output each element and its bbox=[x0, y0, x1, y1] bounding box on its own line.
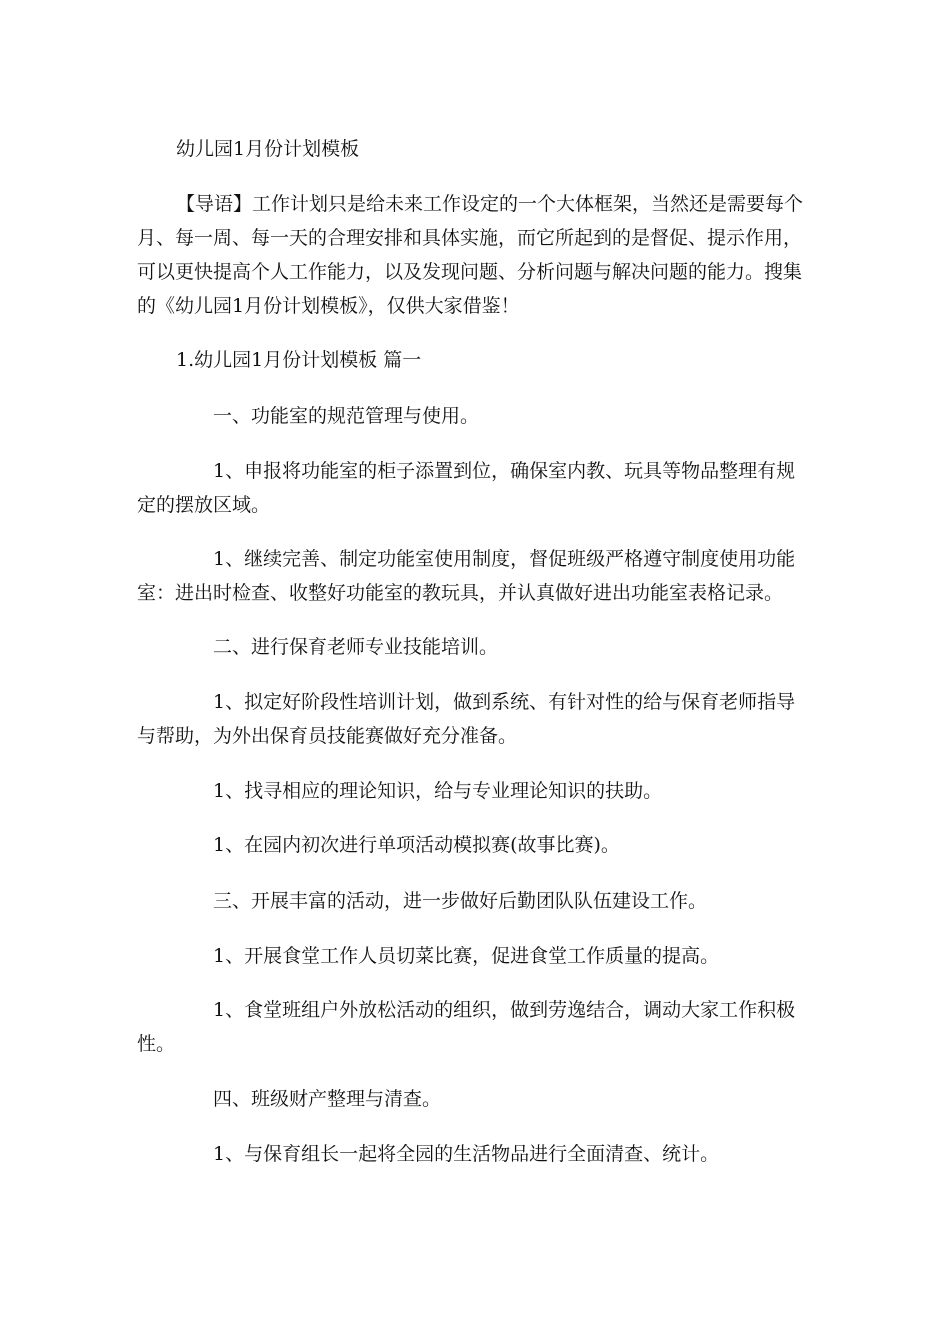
subheading: 一、功能室的规范管理与使用。 bbox=[213, 405, 480, 427]
paragraph-line: 性。 bbox=[137, 1033, 176, 1055]
paragraph-line: 1、继续完善、制定功能室使用制度，督促班级严格遵守制度使用功能 bbox=[213, 548, 796, 570]
list-item: 1、与保育组长一起将全园的生活物品进行全面清查、统计。 bbox=[213, 1143, 720, 1165]
subheading: 二、进行保育老师专业技能培训。 bbox=[213, 636, 499, 658]
list-item: 1、找寻相应的理论知识，给与专业理论知识的扶助。 bbox=[213, 780, 663, 802]
list-item: 1、在园内初次进行单项活动模拟赛(故事比赛)。 bbox=[213, 834, 620, 856]
intro-line: 【导语】工作计划只是给未来工作设定的一个大体框架，当然还是需要每个 bbox=[176, 193, 804, 215]
intro-line: 月、每一周、每一天的合理安排和具体实施，而它所起到的是督促、提示作用， bbox=[137, 227, 803, 249]
document-title: 幼儿园1月份计划模板 bbox=[176, 138, 360, 160]
paragraph-line: 与帮助，为外出保育员技能赛做好充分准备。 bbox=[137, 725, 518, 747]
paragraph-line: 定的摆放区域。 bbox=[137, 494, 271, 516]
intro-line: 可以更快提高个人工作能力，以及发现问题、分析问题与解决问题的能力。搜集 bbox=[137, 261, 803, 283]
paragraph-line: 1、食堂班组户外放松活动的组织，做到劳逸结合，调动大家工作积极 bbox=[213, 999, 796, 1021]
list-item: 1、开展食堂工作人员切菜比赛，促进食堂工作质量的提高。 bbox=[213, 945, 720, 967]
paragraph-line: 室：进出时检查、收整好功能室的教玩具，并认真做好进出功能室表格记录。 bbox=[137, 582, 784, 604]
subheading: 四、班级财产整理与清查。 bbox=[213, 1088, 442, 1110]
intro-line: 的《幼儿园1月份计划模板》，仅供大家借鉴！ bbox=[137, 295, 520, 317]
paragraph-line: 1、申报将功能室的柜子添置到位，确保室内教、玩具等物品整理有规 bbox=[213, 460, 796, 482]
subheading: 三、开展丰富的活动，进一步做好后勤团队队伍建设工作。 bbox=[213, 890, 708, 912]
section-heading: 1.幼儿园1月份计划模板 篇一 bbox=[176, 349, 422, 371]
paragraph-line: 1、拟定好阶段性培训计划，做到系统、有针对性的给与保育老师指导 bbox=[213, 691, 796, 713]
